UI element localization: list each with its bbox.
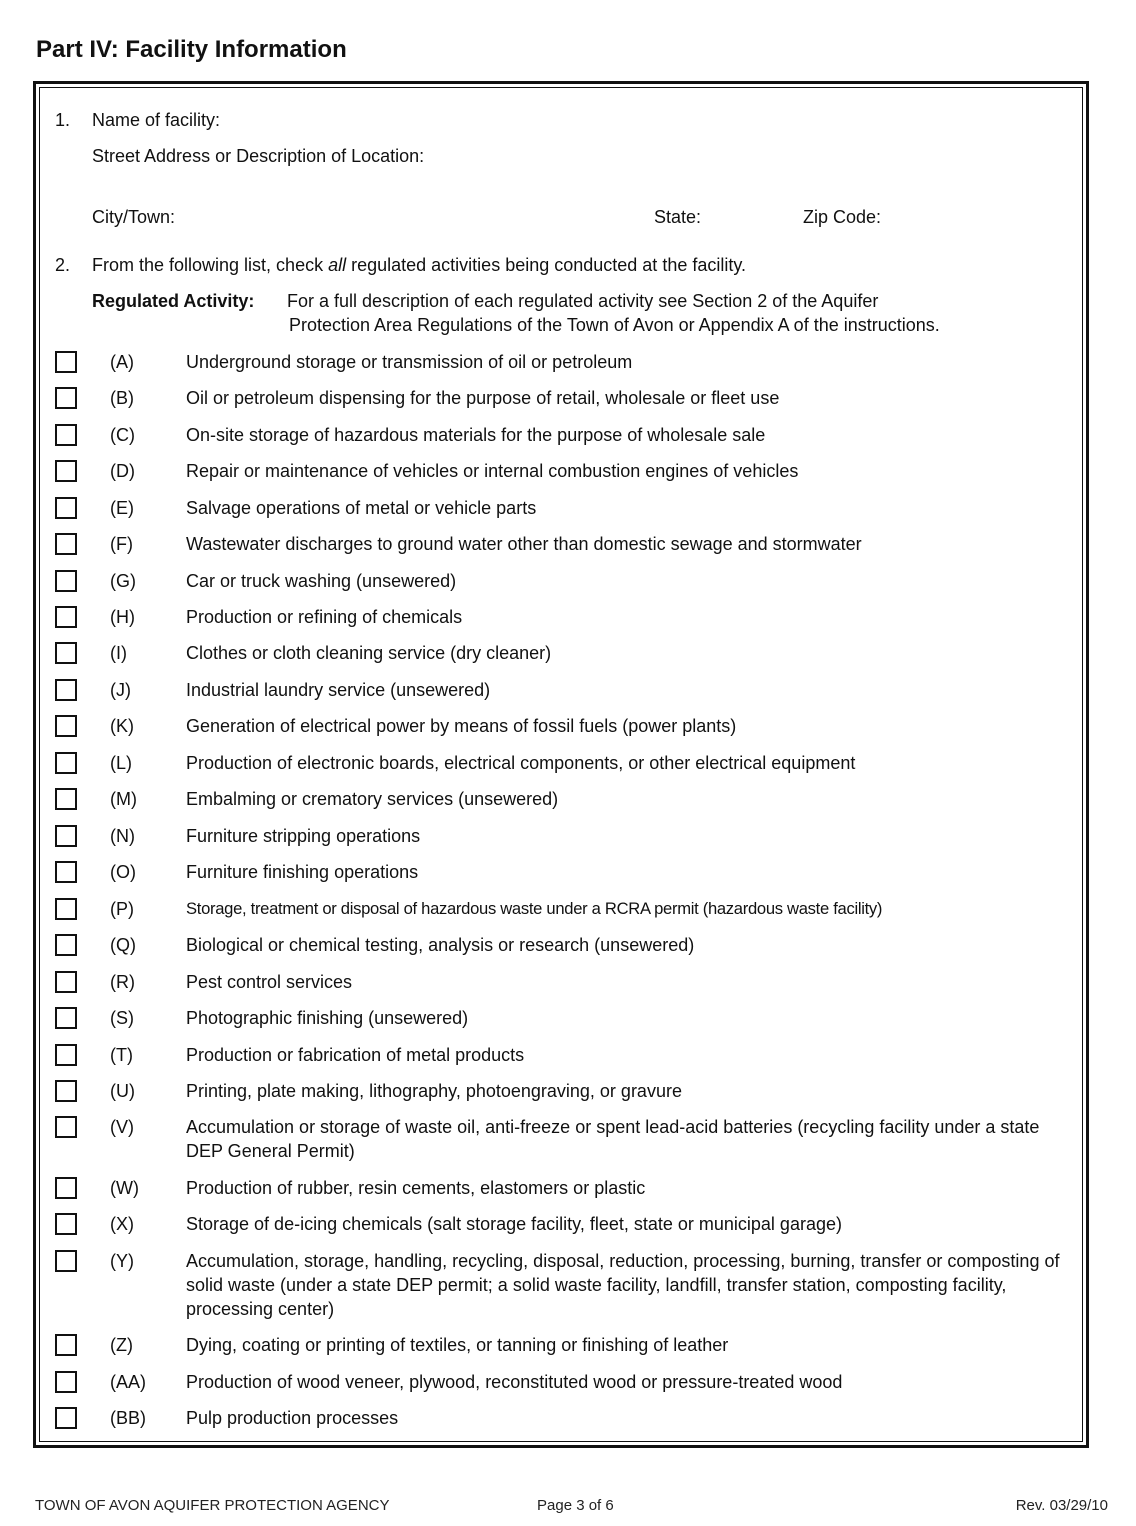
footer-agency: TOWN OF AVON AQUIFER PROTECTION AGENCY [35,1497,390,1514]
activity-code: (H) [110,607,135,627]
activity-description: Oil or petroleum dispensing for the purpose of retail, wholesale or fleet use [186,388,780,408]
state-label: State: [654,207,702,227]
activity-description: Pest control services [186,972,353,992]
activity-code: (B) [110,388,134,408]
activity-code: (T) [110,1045,133,1065]
activity-checkbox[interactable] [55,752,77,774]
activity-description: Industrial laundry service (unsewered) [186,680,491,700]
activity-description: Storage of de-icing chemicals (salt storage facility, fleet, state or municipal garage) [186,1214,842,1234]
city-town-label: City/Town: [92,207,176,227]
activity-description: Production of wood veneer, plywood, reconstituted wood or pressure-treated wood [186,1372,843,1392]
activity-code: (V) [110,1117,134,1137]
activity-code: (O) [110,862,136,882]
activity-description: Pulp production processes [186,1408,399,1428]
item2-number: 2. [55,255,71,275]
item2-instructions [92,253,746,277]
activity-description: Underground storage or transmission of oil or petroleum [186,352,633,372]
activity-description: Dying, coating or printing of textiles, or tanning or finishing of leather [186,1335,729,1355]
activity-checkbox[interactable] [55,788,77,810]
activity-description: Generation of electrical power by means of fossil fuels (power plants) [186,716,737,736]
activity-description: Repair or maintenance of vehicles or internal combustion engines of vehicles [186,461,799,481]
activity-description: Storage, treatment or disposal of hazardous waste under a RCRA permit (hazardous waste facility) [186,899,883,918]
activity-code: (J) [110,680,131,700]
regulated-activity-label: Regulated Activity: [92,291,255,311]
activity-description: Clothes or cloth cleaning service (dry cleaner) [186,643,552,663]
activity-code: (R) [110,972,135,992]
facility-name-label: Name of facility: [92,110,221,130]
activity-code: (AA) [110,1372,146,1392]
activity-checkbox[interactable] [55,1177,77,1199]
activity-checkbox[interactable] [55,351,77,373]
activity-description: Photographic finishing (unsewered) [186,1008,469,1028]
activity-checkbox[interactable] [55,424,77,446]
activity-checkbox[interactable] [55,1371,77,1393]
footer-page-number: Page 3 of 6 [537,1497,614,1514]
activity-checkbox[interactable] [55,497,77,519]
regulated-activity-note-line2: Protection Area Regulations of the Town of Avon or Appendix A of the instructions. [289,315,940,335]
activity-description: Accumulation or storage of waste oil, anti-freeze or spent lead-acid batteries (recycling facility under a state DEP General Permit) [186,1117,1040,1161]
activity-code: (K) [110,716,134,736]
activity-description: Car or truck washing (unsewered) [186,571,457,591]
activity-checkbox[interactable] [55,1007,77,1029]
item2-intro-before: From the following list, check [92,255,329,275]
activity-checkbox[interactable] [55,642,77,664]
activity-description: Accumulation, storage, handling, recycling, disposal, reduction, processing, burning, transfer or composting of solid waste (under a state DEP permit; a solid waste facility, landfill, transfer station, composting facility, processing center) [186,1251,1060,1319]
street-address-label: Street Address or Description of Location: [92,146,425,166]
regulated-activity-note-line1: For a full description of each regulated activity see Section 2 of the Aquifer [287,291,879,311]
activity-code: (W) [110,1178,139,1198]
activity-checkbox[interactable] [55,934,77,956]
activity-description: Wastewater discharges to ground water other than domestic sewage and stormwater [186,534,862,554]
activity-description: Embalming or crematory services (unsewered) [186,789,559,809]
zip-code-label: Zip Code: [803,207,882,227]
activity-code: (F) [110,534,133,554]
activity-code: (A) [110,352,134,372]
activity-checkbox[interactable] [55,1044,77,1066]
footer-revision: Rev. 03/29/10 [1015,1497,1108,1514]
activity-checkbox[interactable] [55,861,77,883]
activity-checkbox[interactable] [55,898,77,920]
activity-description: Biological or chemical testing, analysis or research (unsewered) [186,935,695,955]
activity-code: (X) [110,1214,134,1234]
activity-checkbox[interactable] [55,387,77,409]
item2-intro-after: regulated activities being conducted at the facility. [346,255,747,275]
activity-checkbox[interactable] [55,460,77,482]
activity-code: (Q) [110,935,136,955]
item1-number: 1. [55,110,71,130]
activity-description: Production or refining of chemicals [186,607,463,627]
activity-code: (BB) [110,1408,146,1428]
activity-description: Production of electronic boards, electrical components, or other electrical equipment [186,753,856,773]
activity-checkbox[interactable] [55,971,77,993]
activity-code: (M) [110,789,137,809]
activity-checkbox[interactable] [55,1213,77,1235]
activity-checkbox[interactable] [55,1080,77,1102]
activity-checkbox[interactable] [55,570,77,592]
activity-description: Furniture finishing operations [186,862,419,882]
activity-code: (G) [110,571,136,591]
activity-code: (E) [110,498,134,518]
item2-intro-emphasis: all [328,255,347,275]
activity-checkbox[interactable] [55,679,77,701]
activity-description: Printing, plate making, lithography, photoengraving, or gravure [186,1081,682,1101]
activity-description: Production or fabrication of metal products [186,1045,525,1065]
activity-code: (D) [110,461,135,481]
activity-checkbox[interactable] [55,1116,77,1138]
activity-code: (U) [110,1081,135,1101]
activity-description: Furniture stripping operations [186,826,421,846]
activity-code: (C) [110,425,135,445]
activity-checkbox[interactable] [55,1334,77,1356]
activity-checkbox[interactable] [55,533,77,555]
activity-description: Salvage operations of metal or vehicle parts [186,498,537,518]
activity-checkbox[interactable] [55,606,77,628]
activity-checkbox[interactable] [55,715,77,737]
activity-code: (P) [110,899,134,919]
activity-code: (Y) [110,1251,134,1271]
activity-checkbox[interactable] [55,1407,77,1429]
activity-code: (N) [110,826,135,846]
activity-description: On-site storage of hazardous materials for the purpose of wholesale sale [186,425,766,445]
activity-description: Production of rubber, resin cements, elastomers or plastic [186,1178,646,1198]
activity-code: (L) [110,753,132,773]
activity-code: (S) [110,1008,134,1028]
activity-checkbox[interactable] [55,825,77,847]
part-title: Part IV: Facility Information [36,36,347,63]
activity-code: (Z) [110,1335,133,1355]
activity-code: (I) [110,643,127,663]
activity-checkbox[interactable] [55,1250,77,1272]
